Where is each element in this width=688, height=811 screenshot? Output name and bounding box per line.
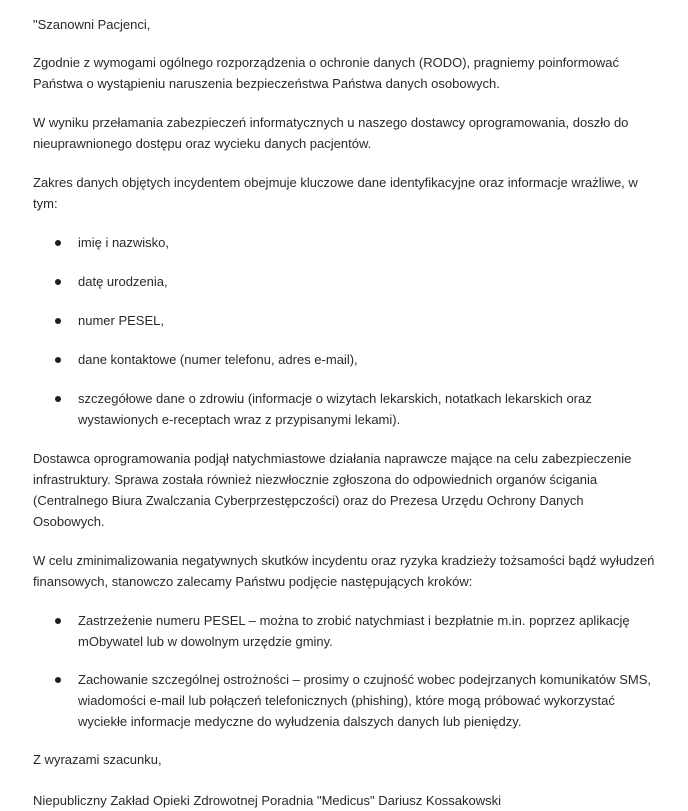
recommended-steps-list — [33, 610, 658, 732]
list-item-text: szczegółowe dane o zdrowiu (informacje o wizytach lekarskich, notatkach lekarskich oraz wystawionych e-receptach wraz z przypisanymi lekami). — [78, 391, 592, 427]
letter-document — [33, 14, 658, 811]
letter-closing: Z wyrazami szacunku, — [33, 752, 162, 767]
paragraph-remediation: Dostawca oprogramowania podjął natychmiastowe działania naprawcze mające na celu zabezpieczenie infrastruktury. Sprawa została również niezwłocznie zgłoszona do odpowiednich organów ścigania (Centralnego Biura Zwalczania Cyberprzestępczości) oraz do Prezesa Urzędu Ochrony Danych Osobowych. — [33, 451, 632, 529]
bullet-icon — [55, 279, 61, 285]
list-item — [33, 310, 658, 331]
bullet-icon — [55, 357, 61, 363]
list-item-text: Zachowanie szczególnej ostrożności – prosimy o czujność wobec podejrzanych komunikatów SMS, wiadomości e-mail lub połączeń telefonicznych (phishing), które mogą próbować wykorzystać wyciekłe informacje medyczne do wyłudzenia dalszych danych lub pieniędzy. — [78, 672, 651, 729]
list-item — [33, 232, 658, 253]
bullet-icon — [55, 677, 61, 683]
list-item-text: imię i nazwisko, — [78, 235, 170, 250]
paragraph-rodo-notice: Zgodnie z wymogami ogólnego rozporządzenia o ochronie danych (RODO), pragniemy poinformować Państwa o wystąpieniu naruszenia bezpieczeństwa Państwa danych osobowych. — [33, 55, 620, 91]
list-item-text: numer PESEL, — [78, 313, 164, 328]
list-item-text: Zastrzeżenie numeru PESEL – można to zrobić natychmiast i bezpłatnie m.in. poprzez aplikację mObywatel lub w dowolnym urzędzie gminy. — [78, 613, 630, 649]
affected-data-list — [33, 232, 658, 430]
bullet-icon — [55, 396, 61, 402]
paragraph-recommendations: W celu zminimalizowania negatywnych skutków incydentu oraz ryzyka kradzieży tożsamości bądź wyłudzeń finansowych, stanowczo zalecamy Państwu podjęcie następujących kroków: — [33, 553, 655, 589]
list-item — [33, 388, 658, 430]
list-item — [33, 610, 658, 652]
bullet-icon — [55, 318, 61, 324]
letter-signature: Niepubliczny Zakład Opieki Zdrowotnej Poradnia "Medicus" Dariusz Kossakowski — [33, 793, 502, 808]
paragraph-data-scope: Zakres danych objętych incydentem obejmuje kluczowe dane identyfikacyjne oraz informacje wrażliwe, w tym: — [33, 175, 638, 211]
bullet-icon — [55, 618, 61, 624]
list-item — [33, 669, 658, 732]
list-item-text: datę urodzenia, — [78, 274, 168, 289]
list-item — [33, 271, 658, 292]
paragraph-breach-description: W wyniku przełamania zabezpieczeń informatycznych u naszego dostawcy oprogramowania, doszło do nieuprawnionego dostępu oraz wycieku danych pacjentów. — [33, 115, 629, 151]
letter-greeting: "Szanowni Pacjenci, — [33, 17, 151, 32]
list-item — [33, 349, 658, 370]
bullet-icon — [55, 240, 61, 246]
list-item-text: dane kontaktowe (numer telefonu, adres e-mail), — [78, 352, 358, 367]
